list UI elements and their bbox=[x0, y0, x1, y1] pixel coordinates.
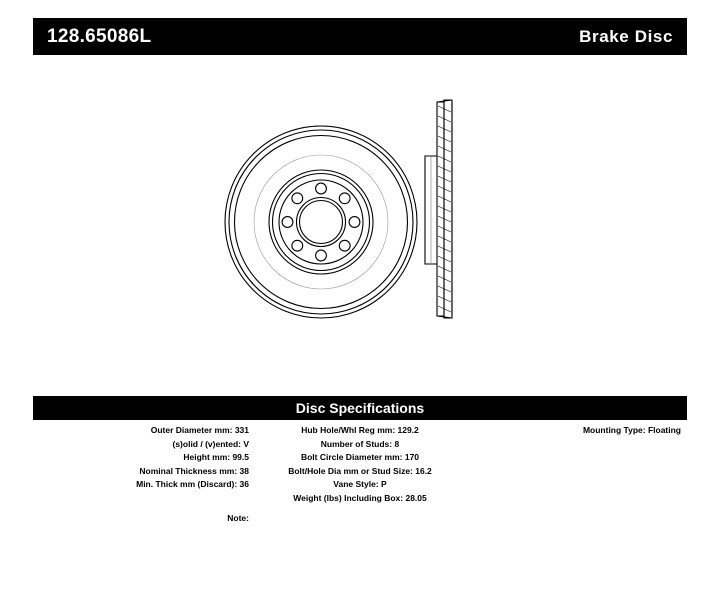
spec-item: Bolt Circle Diameter mm: 170 bbox=[300, 452, 420, 463]
rotor-friction-outer bbox=[235, 136, 408, 309]
spec-item: Mounting Type: Floating bbox=[582, 425, 681, 435]
note-label: Note: bbox=[227, 513, 249, 523]
rotor-hub-hole bbox=[297, 198, 346, 247]
rotor-hub-hole-inner bbox=[300, 201, 343, 244]
part-number: 128.65086L bbox=[47, 25, 152, 47]
product-type-label: Brake Disc bbox=[579, 26, 673, 46]
spec-item: Nominal Thickness mm: 38 bbox=[139, 465, 249, 476]
rotor-hat-step bbox=[279, 180, 363, 264]
spec-item: Hub Hole/Whl Reg mm: 129.2 bbox=[301, 425, 419, 435]
rotor-outer-edge-inner bbox=[229, 130, 413, 314]
note-row bbox=[33, 513, 251, 523]
rotor-side-section bbox=[425, 100, 452, 318]
spec-column-left bbox=[33, 424, 251, 492]
header-bar bbox=[33, 18, 687, 55]
spec-item: (s)olid / (v)ented: V bbox=[172, 438, 249, 449]
stud-holes bbox=[282, 183, 360, 261]
spec-item: Bolt/Hole Dia mm or Stud Size: 16.2 bbox=[288, 465, 432, 476]
spec-section-title: Disc Specifications bbox=[295, 400, 425, 416]
spec-item: Height mm: 99.5 bbox=[183, 452, 249, 463]
spec-column-right bbox=[469, 424, 687, 438]
spec-item: Outer Diameter mm: 331 bbox=[150, 425, 249, 435]
spec-item: Weight (lbs) Including Box: 28.05 bbox=[293, 492, 427, 503]
rotor-hat-outer bbox=[273, 174, 370, 271]
spec-table bbox=[33, 424, 687, 506]
spec-item: Min. Thick mm (Discard): 36 bbox=[136, 479, 249, 490]
spec-column-middle bbox=[251, 424, 469, 506]
rotor-drawing bbox=[33, 60, 687, 380]
rotor-drawing-svg bbox=[33, 60, 687, 380]
spec-section-header bbox=[33, 396, 687, 420]
rotor-friction-inner bbox=[269, 170, 373, 274]
spec-item: Vane Style: P bbox=[333, 479, 387, 490]
spec-item: Number of Studs: 8 bbox=[320, 438, 400, 449]
